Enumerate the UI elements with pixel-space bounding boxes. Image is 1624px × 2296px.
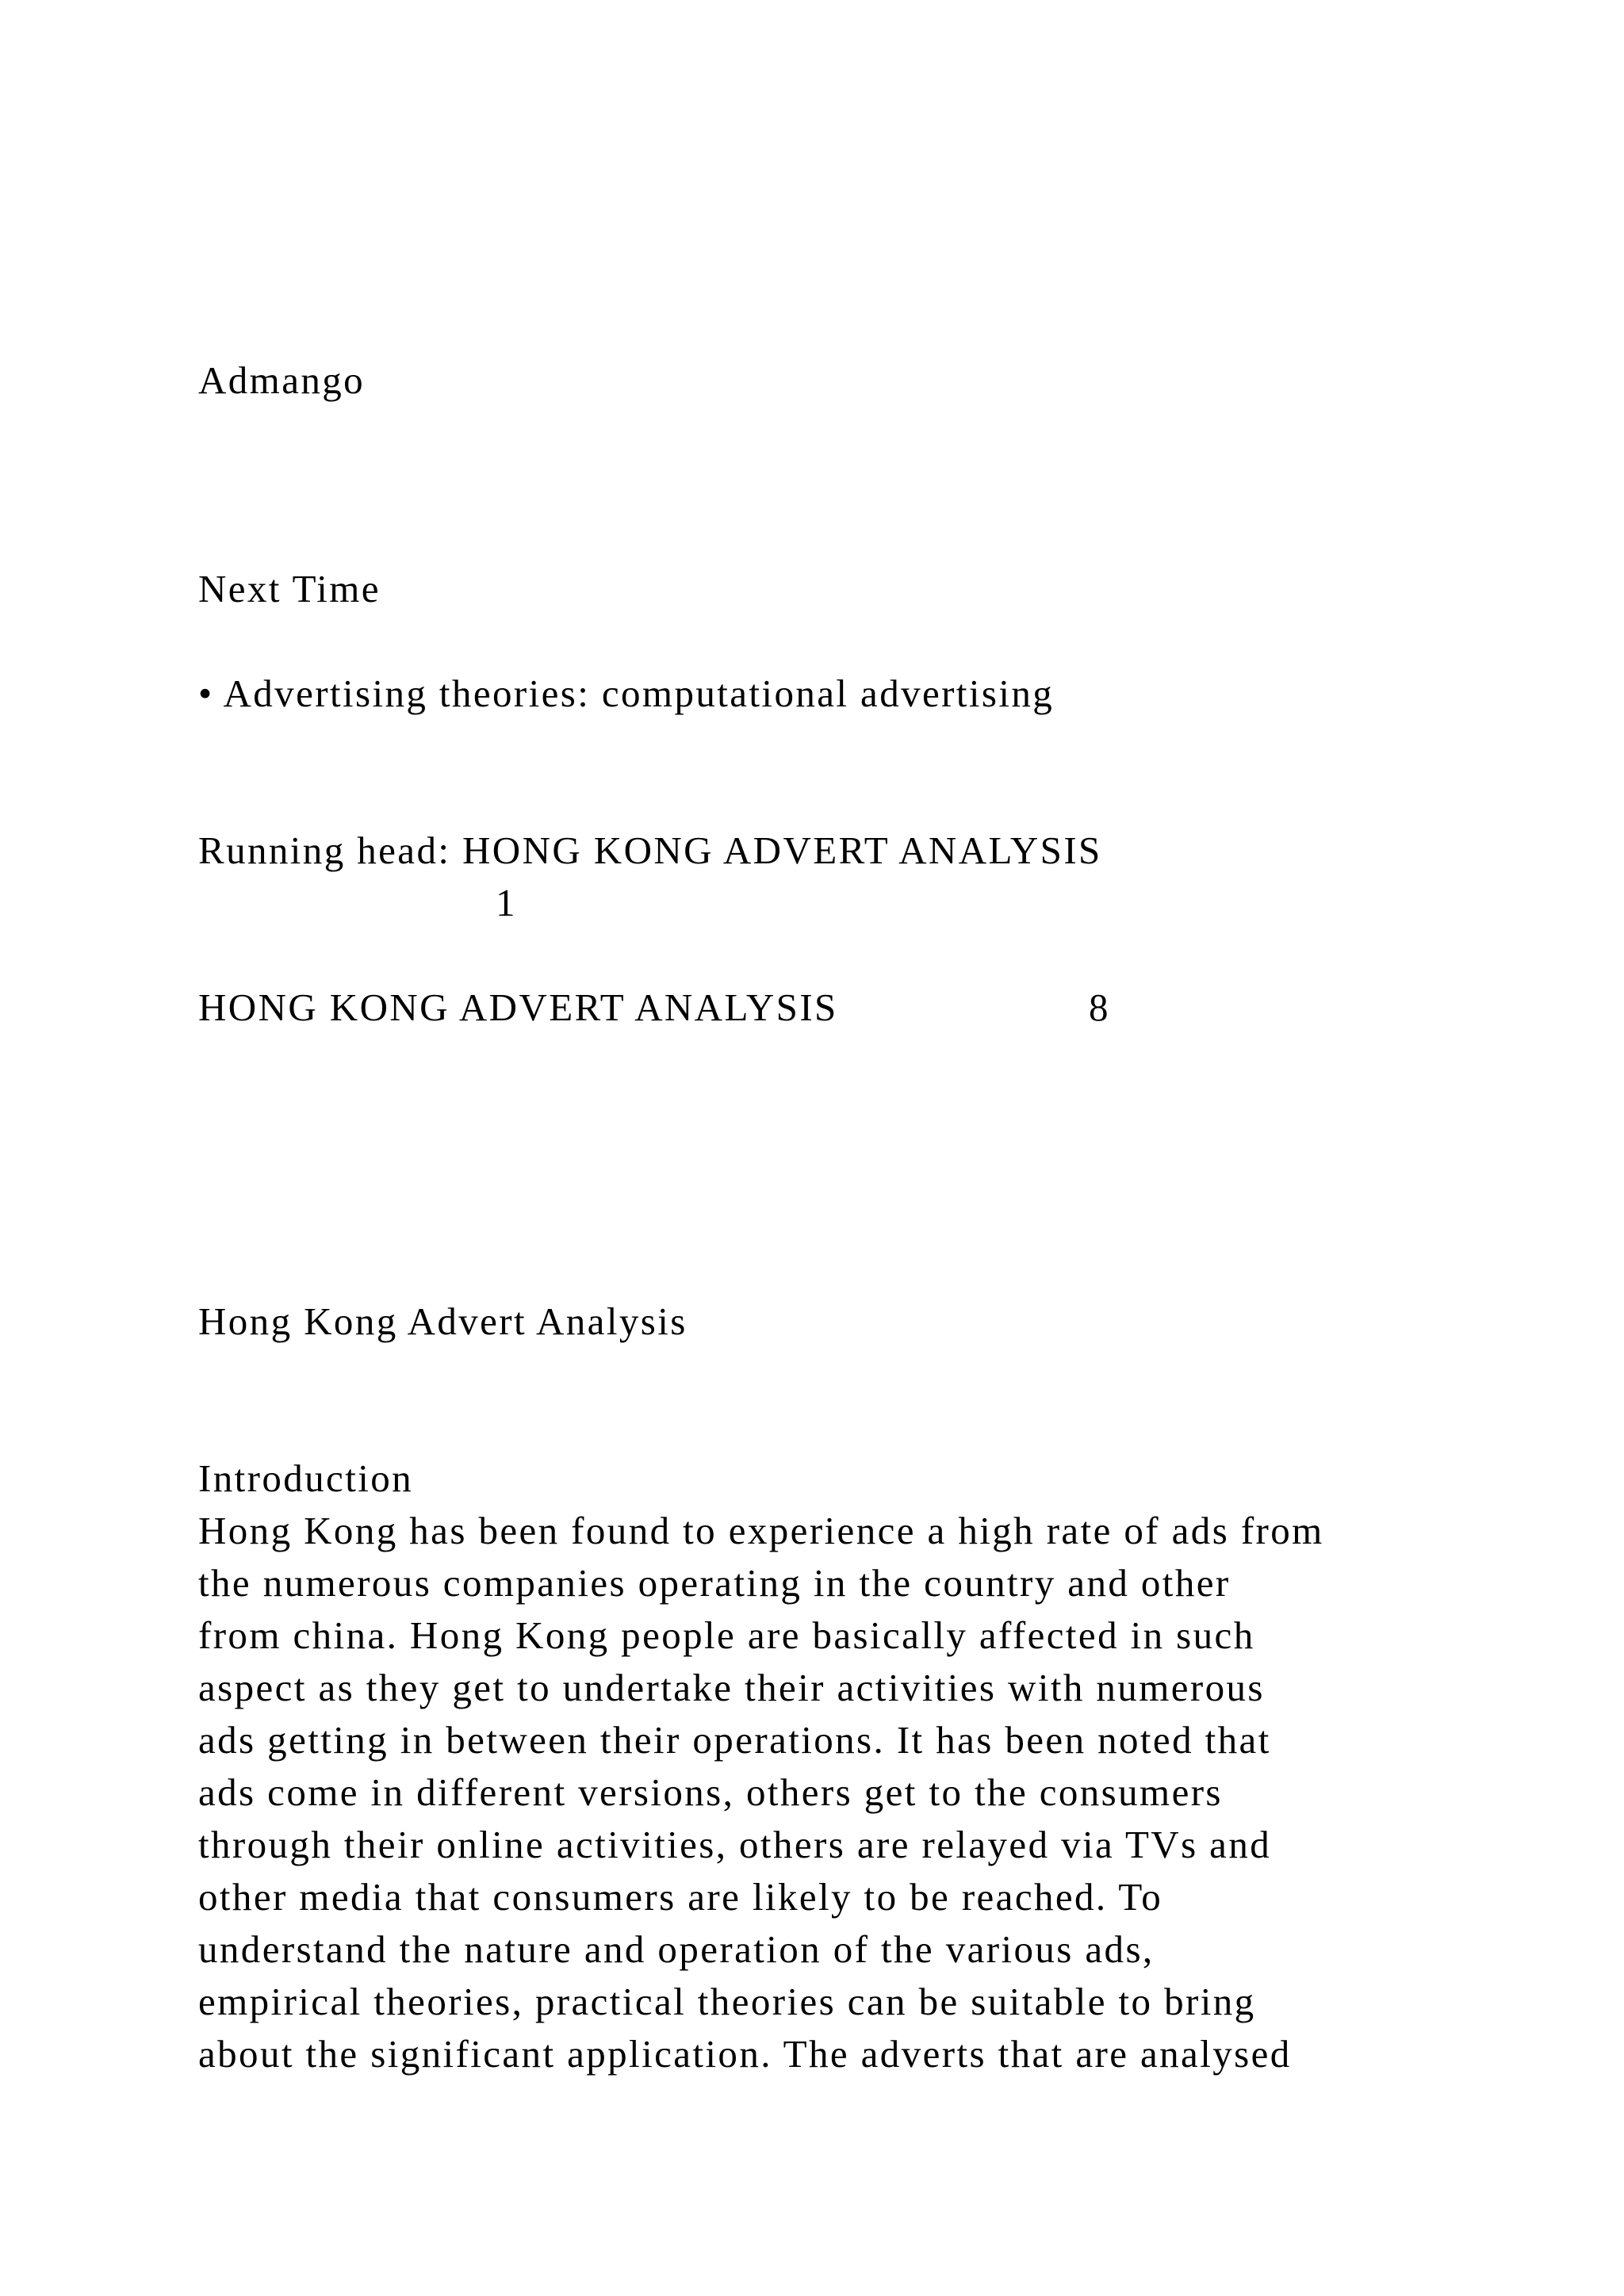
next-time-bullet: • Advertising theories: computational advertising	[198, 672, 1055, 715]
running-head-page-number: 1	[496, 881, 517, 924]
paragraph-line: about the significant application. The adverts that are analysed	[198, 2032, 1292, 2076]
paragraph-line: aspect as they get to undertake their activities with numerous	[198, 1666, 1265, 1709]
paragraph-line: other media that consumers are likely to be reached. To	[198, 1875, 1163, 1919]
section-heading: Introduction	[198, 1456, 414, 1500]
next-time-heading: Next Time	[198, 567, 381, 610]
header-title: HONG KONG ADVERT ANALYSIS	[198, 985, 838, 1029]
header-page-number: 8	[1089, 985, 1110, 1029]
paragraph-line: through their online activities, others are relayed via TVs and	[198, 1823, 1272, 1866]
paragraph-line: ads getting in between their operations. It has been noted that	[198, 1718, 1271, 1762]
paper-title: Hong Kong Advert Analysis	[198, 1299, 688, 1343]
paragraph-line: understand the nature and operation of the various ads,	[198, 1927, 1155, 1971]
paragraph-line: ads come in different versions, others get to the consumers	[198, 1770, 1223, 1814]
paragraph-line: from china. Hong Kong people are basically affected in such	[198, 1613, 1255, 1657]
running-head: Running head: HONG KONG ADVERT ANALYSIS	[198, 828, 1102, 872]
paragraph-line: empirical theories, practical theories can be suitable to bring	[198, 1980, 1256, 2023]
paragraph-line: Hong Kong has been found to experience a high rate of ads from	[198, 1509, 1324, 1552]
top-title: Admango	[198, 358, 366, 402]
paragraph-line: the numerous companies operating in the country and other	[198, 1561, 1231, 1605]
